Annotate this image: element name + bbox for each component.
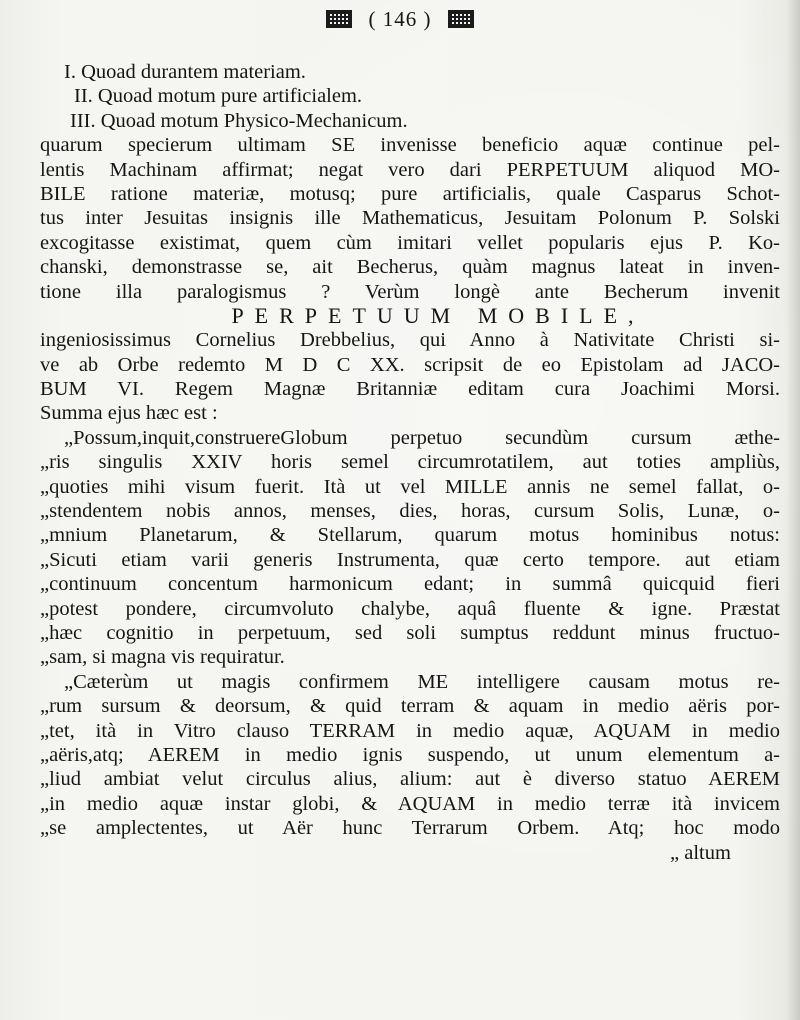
text-line: ve ab Orbe redemto M D C XX. scripsit de eo Epistolam ad JACO- <box>40 353 780 376</box>
quote-line: „quoties mihi visum fuerit. Ità ut vel MILLE annis ne semel fallat, o- <box>40 475 780 498</box>
text-line: BILE ratione materiæ, motusq; pure artificialis, quale Casparus Schot- <box>40 182 780 205</box>
quote-line: „mnium Planetarum, & Stellarum, quarum motus hominibus notus: <box>40 524 780 547</box>
enumerated-item: III. Quoad motum Physico-Mechanicum. <box>70 109 408 132</box>
page-header <box>0 2 800 36</box>
quote-line: „Cæterùm ut magis confirmem ME intelligere causam motus re- <box>64 670 780 693</box>
left-ornament-icon <box>326 10 352 28</box>
quote-line: „potest pondere, circumvoluto chalybe, aquâ fluente & igne. Præstat <box>40 597 780 620</box>
quote-line: „aëris,atq; AEREM in medio ignis suspendo, ut unum elementum a- <box>40 743 780 766</box>
text-line: excogitasse existimat, quem cùm imitari vellet popularis ejus P. Ko- <box>40 231 780 254</box>
page-text <box>40 60 780 865</box>
page-edge-shadow <box>786 0 800 1020</box>
heading-perpetuum-mobile: PERPETUUM MOBILE, <box>231 302 645 328</box>
text-line: BUM VI. Regem Magnæ Britanniæ editam cura Joachimi Morsi. <box>40 378 780 401</box>
enumerated-item: I. Quoad durantem materiam. <box>64 61 306 83</box>
text-line: Summa ejus hæc est : <box>40 402 218 425</box>
quote-line: „Sicuti etiam varii generis Instrumenta, quæ certo tempore. aut etiam <box>40 548 780 571</box>
quote-line: „sam, si magna vis requiratur. <box>40 646 285 669</box>
text-line: quarum specierum ultimam SE invenisse beneficio aquæ continue pel- <box>40 134 780 157</box>
enumerated-item: II. Quoad motum pure artificialem. <box>74 85 363 108</box>
right-ornament-icon <box>448 10 474 28</box>
catchword: „ altum <box>670 841 731 864</box>
quote-line: „ris singulis XXIV horis semel circumrotatilem, aut toties ampliùs, <box>40 451 780 474</box>
text-line: tus inter Jesuitas insignis ille Mathematicus, Jesuitam Polonum P. Solski <box>40 207 780 230</box>
quote-line: „hæc cognitio in perpetuum, sed soli sumptus reddunt minus fructuo- <box>40 621 780 644</box>
quote-line: „tet, ità in Vitro clauso TERRAM in medio aquæ, AQUAM in medio <box>40 719 780 742</box>
quote-line: „Possum,inquit,construereGlobum perpetuo secundùm cursum æthe- <box>64 426 780 449</box>
text-line: chanski, demonstrasse se, ait Becherus, quàm magnus lateat in inven- <box>40 256 780 279</box>
text-line: lentis Machinam affirmat; negat vero dari PERPETUUM aliquod MO- <box>40 158 780 181</box>
quote-line: „in medio aquæ instar globi, & AQUAM in medio terræ ità invicem <box>40 792 780 815</box>
quote-line: „stendentem nobis annos, menses, dies, horas, cursum Solis, Lunæ, o- <box>40 500 780 523</box>
quote-line: „se amplectentes, ut Aër hunc Terrarum Orbem. Atq; hoc modo <box>40 817 780 840</box>
page-number: ( 146 ) <box>368 7 432 31</box>
text-line: ingeniosissimus Cornelius Drebbelius, qui Anno à Nativitate Christi si- <box>40 329 780 352</box>
text-line: tione illa paralogismus ? Verùm longè ante Becherum invenit <box>40 280 780 303</box>
quote-line: „rum sursum & deorsum, & quid terram & aquam in medio aëris por- <box>40 695 780 718</box>
quote-line: „liud ambiat velut circulus alius, alium: aut è diverso statuo AEREM <box>40 768 780 791</box>
quote-line: „continuum concentum harmonicum edant; in summâ quicquid fieri <box>40 573 780 596</box>
